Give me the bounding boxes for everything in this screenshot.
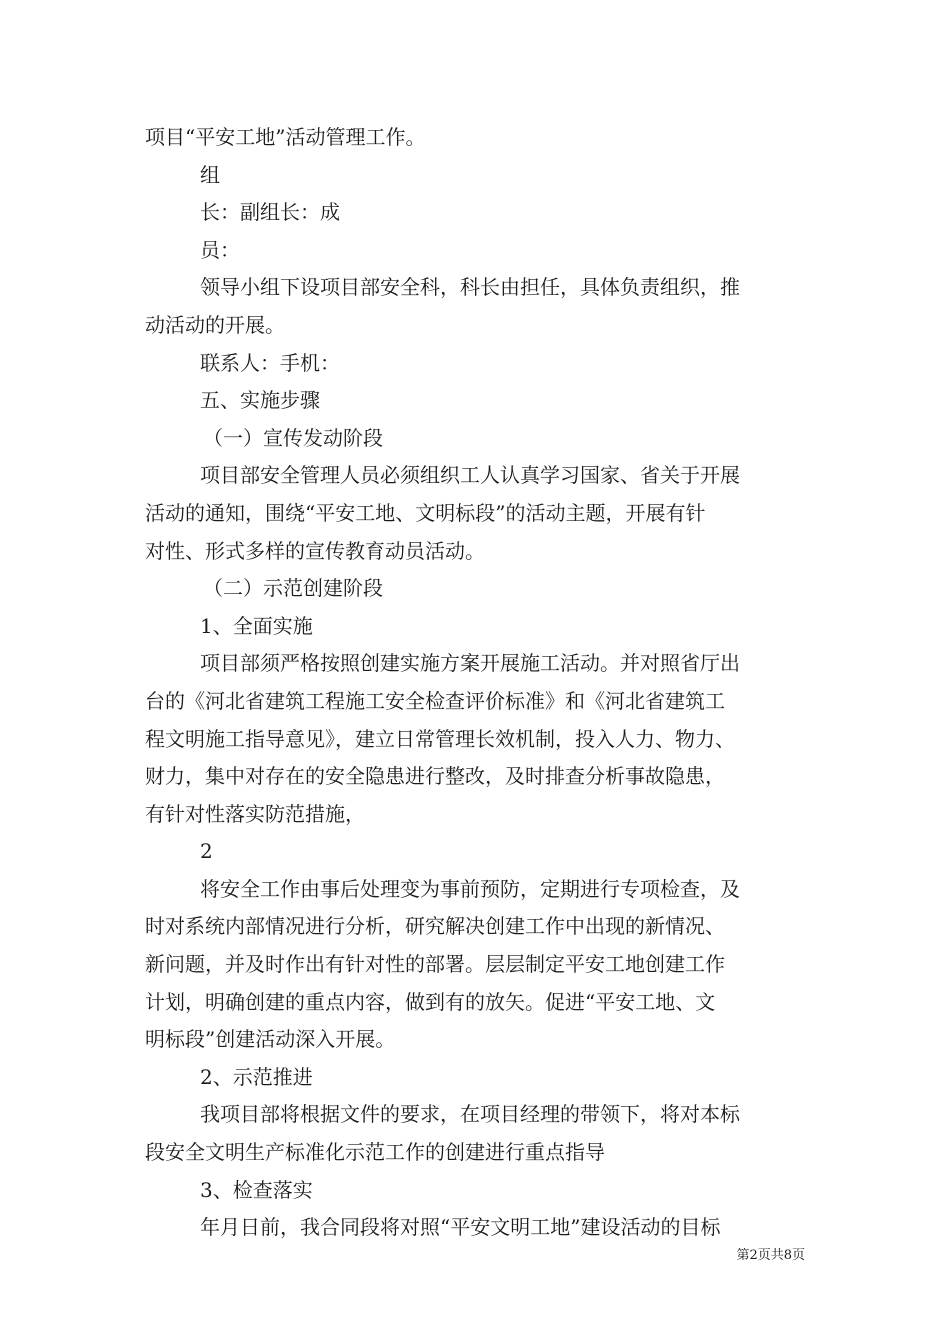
text-line: 联系人：手机： <box>200 350 340 375</box>
text-line: 新问题，并及时作出有针对性的部署。层层制定平安工地创建工作 <box>145 952 725 977</box>
subsection-heading: （二）示范创建阶段 <box>203 576 383 601</box>
text-line: 项目“平安工地”活动管理工作。 <box>145 125 426 149</box>
text-line: 台的《河北省建筑工程施工安全检查评价标准》和《河北省建筑工 <box>145 688 725 713</box>
section-heading: 五、实施步骤 <box>200 388 320 413</box>
text-line: 段安全文明生产标准化示范工作的创建进行重点指导 <box>145 1140 605 1165</box>
text-line: 明标段”创建活动深入开展。 <box>145 1027 396 1052</box>
subsection-heading: （一）宣传发动阶段 <box>203 425 383 450</box>
text-line: 组 <box>200 162 220 187</box>
text-line: 领导小组下设项目部安全科，科长由担任，具体负责组织，推 <box>200 275 740 300</box>
item-heading: 2、示范推进 <box>200 1064 313 1089</box>
text-line: 活动的通知，围绕“平安工地、文明标段”的活动主题，开展有针 <box>145 500 706 525</box>
text-line: 时对系统内部情况进行分析，研究解决创建工作中出现的新情况、 <box>145 914 725 939</box>
text-line: 财力，集中对存在的安全隐患进行整改，及时排查分析事故隐患， <box>145 764 725 789</box>
text-line: 年月日前，我合同段将对照“平安文明工地”建设活动的目标 <box>200 1215 721 1240</box>
item-number: 2 <box>200 839 213 864</box>
text-line: 项目部须严格按照创建实施方案开展施工活动。并对照省厅出 <box>200 651 740 676</box>
document-body <box>145 119 813 1247</box>
text-line: 有针对性落实防范措施， <box>145 801 365 826</box>
text-line: 员： <box>200 237 240 262</box>
page-number: 第2页共8页 <box>736 1248 805 1263</box>
item-heading: 3、检查落实 <box>200 1177 313 1202</box>
item-heading: 1、全面实施 <box>200 613 313 638</box>
text-line: 长：副组长：成 <box>200 200 340 225</box>
text-line: 计划，明确创建的重点内容，做到有的放矢。促进“平安工地、文 <box>145 989 716 1014</box>
text-line: 程文明施工指导意见》，建立日常管理长效机制，投入人力、物力、 <box>145 726 735 751</box>
text-line: 动活动的开展。 <box>145 312 285 337</box>
text-line: 将安全工作由事后处理变为事前预防，定期进行专项检查，及 <box>200 876 740 901</box>
text-line: 项目部安全管理人员必须组织工人认真学习国家、省关于开展 <box>200 463 740 488</box>
text-line: 我项目部将根据文件的要求，在项目经理的带领下，将对本标 <box>200 1102 740 1127</box>
text-line: 对性、形式多样的宣传教育动员活动。 <box>145 538 485 563</box>
